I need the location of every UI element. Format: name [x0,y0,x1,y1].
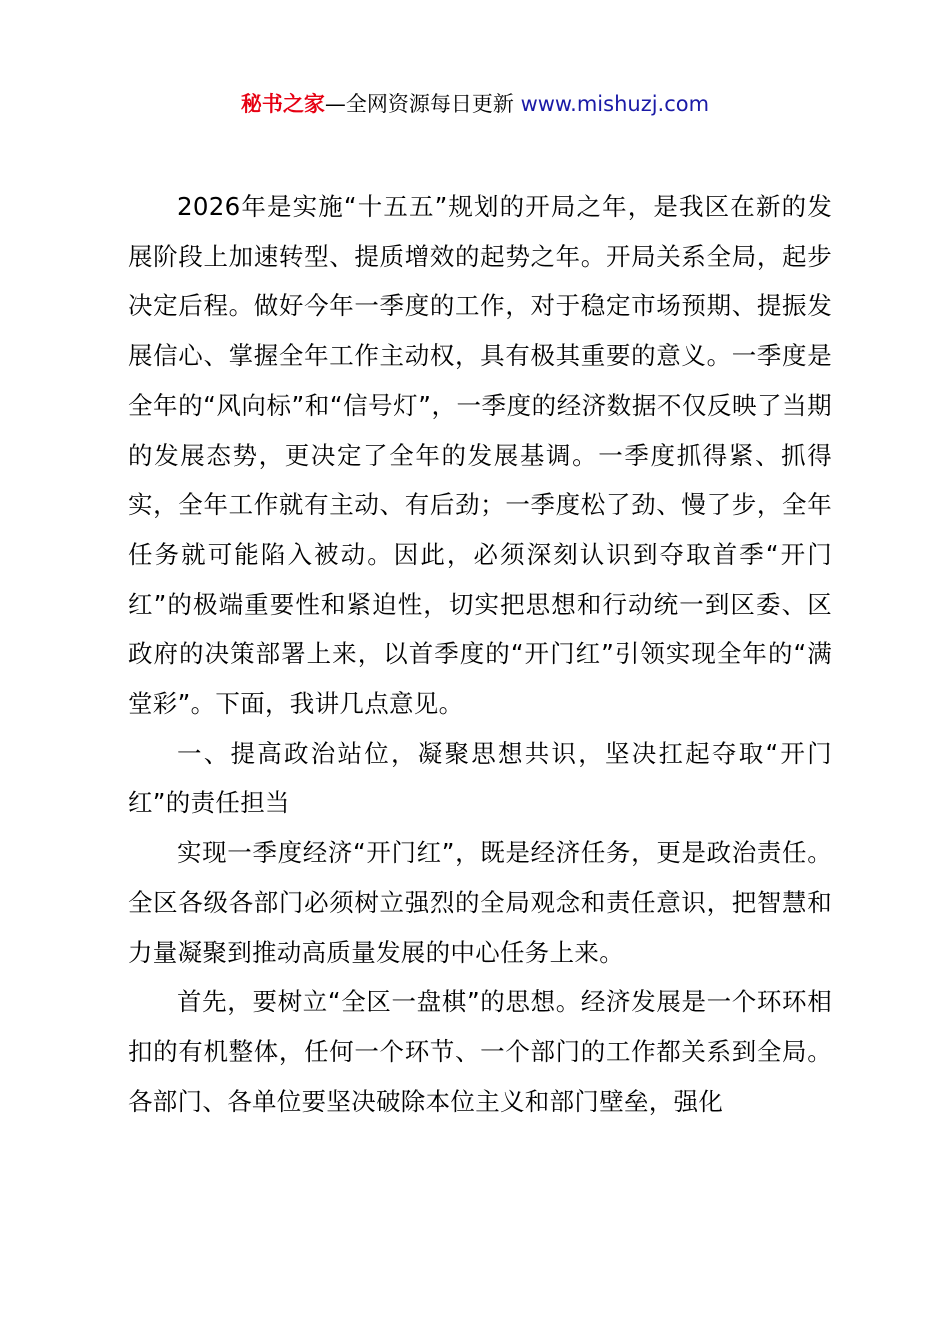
intro-paragraph: 2026年是实施“十五五”规划的开局之年，是我区在新的发展阶段上加速转型、提质增效的起势之年。开局关系全局，起步决定后程。做好今年一季度的工作，对于稳定市场预期、提振发展信心、掌握全年工作主动权，具有极其重要的意义。一季度是全年的“风向标”和“信号灯”，一季度的经济数据不仅反映了当期的发展态势，更决定了全年的发展基调。一季度抓得紧、抓得实，全年工作就有主动、有后劲；一季度松了劲、慢了步，全年任务就可能陷入被动。因此，必须深刻认识到夺取首季“开门红”的极端重要性和紧迫性，切实把思想和行动统一到区委、区政府的决策部署上来，以首季度的“开门红”引领实现全年的“满堂彩”。下面，我讲几点意见。 [128,192,832,719]
page-header [0,88,950,120]
header-tagline: —全网资源每日更新 [324,92,514,116]
section-heading-1: 一、提高政治站位，凝聚思想共识，坚决扛起夺取“开门红”的责任担当 [128,738,832,818]
body-paragraph: 实现一季度经济“开门红”，既是经济任务，更是政治责任。全区各级各部门必须树立强烈的全局观念和责任意识，把智慧和力量凝聚到推动高质量发展的中心任务上来。 [128,838,832,967]
body-paragraph: 首先，要树立“全区一盘棋”的思想。经济发展是一个环环相扣的有机整体，任何一个环节、一个部门的工作都关系到全局。各部门、各单位要坚决破除本位主义和部门壁垒，强化 [128,987,832,1116]
document-body [128,182,832,1126]
website-link[interactable]: www.mishuzj.com [520,92,710,116]
brand-name: 秘书之家 [240,92,325,116]
